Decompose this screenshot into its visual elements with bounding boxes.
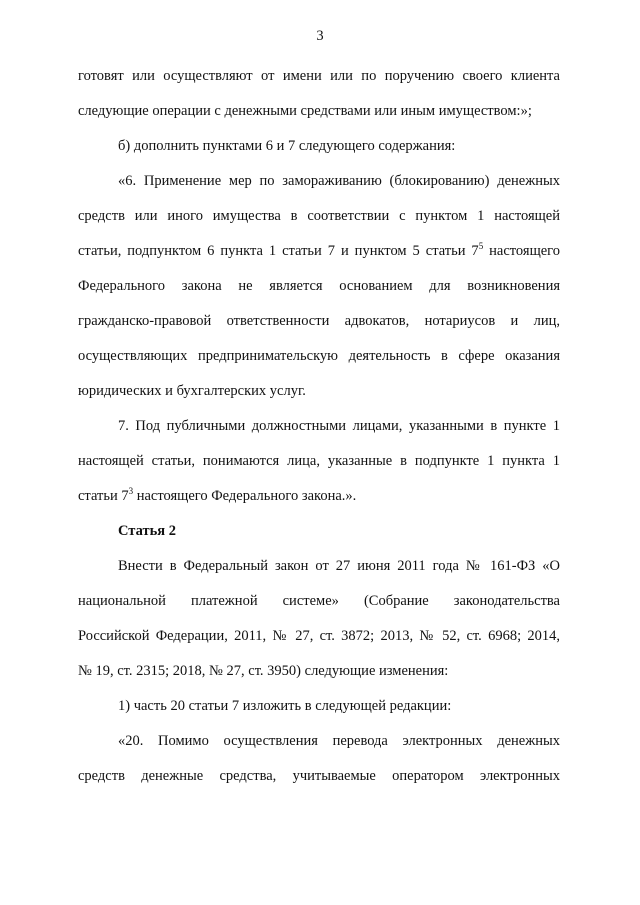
paragraph-line xyxy=(78,242,560,260)
paragraph-line: Федерального закона не является основанием для возникновения xyxy=(78,278,560,294)
paragraph-line: Российской Федерации, 2011, № 27, ст. 3872; 2013, № 52, ст. 6968; 2014, xyxy=(78,628,560,644)
paragraph-line: юридических и бухгалтерских услуг. xyxy=(78,383,306,399)
paragraph-line: готовят или осуществляют от имени или по поручению своего клиента xyxy=(78,68,560,84)
paragraph-line: № 19, ст. 2315; 2018, № 27, ст. 3950) следующие изменения: xyxy=(78,663,449,679)
superscript: 3 xyxy=(128,486,134,496)
paragraph-line xyxy=(78,487,560,505)
text-segment: настоящего xyxy=(483,243,561,259)
paragraph-line: настоящей статьи, понимаются лица, указанные в подпункте 1 пункта 1 xyxy=(78,453,560,469)
paragraph-line: «20. Помимо осуществления перевода электронных денежных xyxy=(118,733,560,749)
text-segment: статьи 7 xyxy=(78,488,129,504)
paragraph-line: средств или иного имущества в соответствии с пунктом 1 настоящей xyxy=(78,208,560,224)
text-segment: статьи, подпунктом 6 пункта 1 статьи 7 и пунктом 5 статьи 7 xyxy=(78,243,479,259)
paragraph-line: гражданско-правовой ответственности адвокатов, нотариусов и лиц, xyxy=(78,313,560,329)
paragraph-line: национальной платежной системе» (Собрание законодательства xyxy=(78,593,560,609)
paragraph-line: 1) часть 20 статьи 7 изложить в следующей редакции: xyxy=(118,698,452,714)
page-number: 3 xyxy=(316,28,324,44)
paragraph-line: средств денежные средства, учитываемые оператором электронных xyxy=(78,768,560,784)
article-heading: Статья 2 xyxy=(118,523,176,539)
text-segment: настоящего Федерального закона.». xyxy=(133,488,357,504)
paragraph-line: б) дополнить пунктами 6 и 7 следующего содержания: xyxy=(118,138,456,154)
paragraph-line: Внести в Федеральный закон от 27 июня 2011 года № 161-ФЗ «О xyxy=(118,558,560,574)
superscript: 5 xyxy=(478,241,484,251)
paragraph-line: осуществляющих предпринимательскую деятельность в сфере оказания xyxy=(78,348,560,364)
paragraph-line: «6. Применение мер по замораживанию (блокированию) денежных xyxy=(118,173,560,189)
paragraph-line: 7. Под публичными должностными лицами, указанными в пункте 1 xyxy=(118,418,560,434)
paragraph-line: следующие операции с денежными средствами или иным имуществом:»; xyxy=(78,103,532,119)
